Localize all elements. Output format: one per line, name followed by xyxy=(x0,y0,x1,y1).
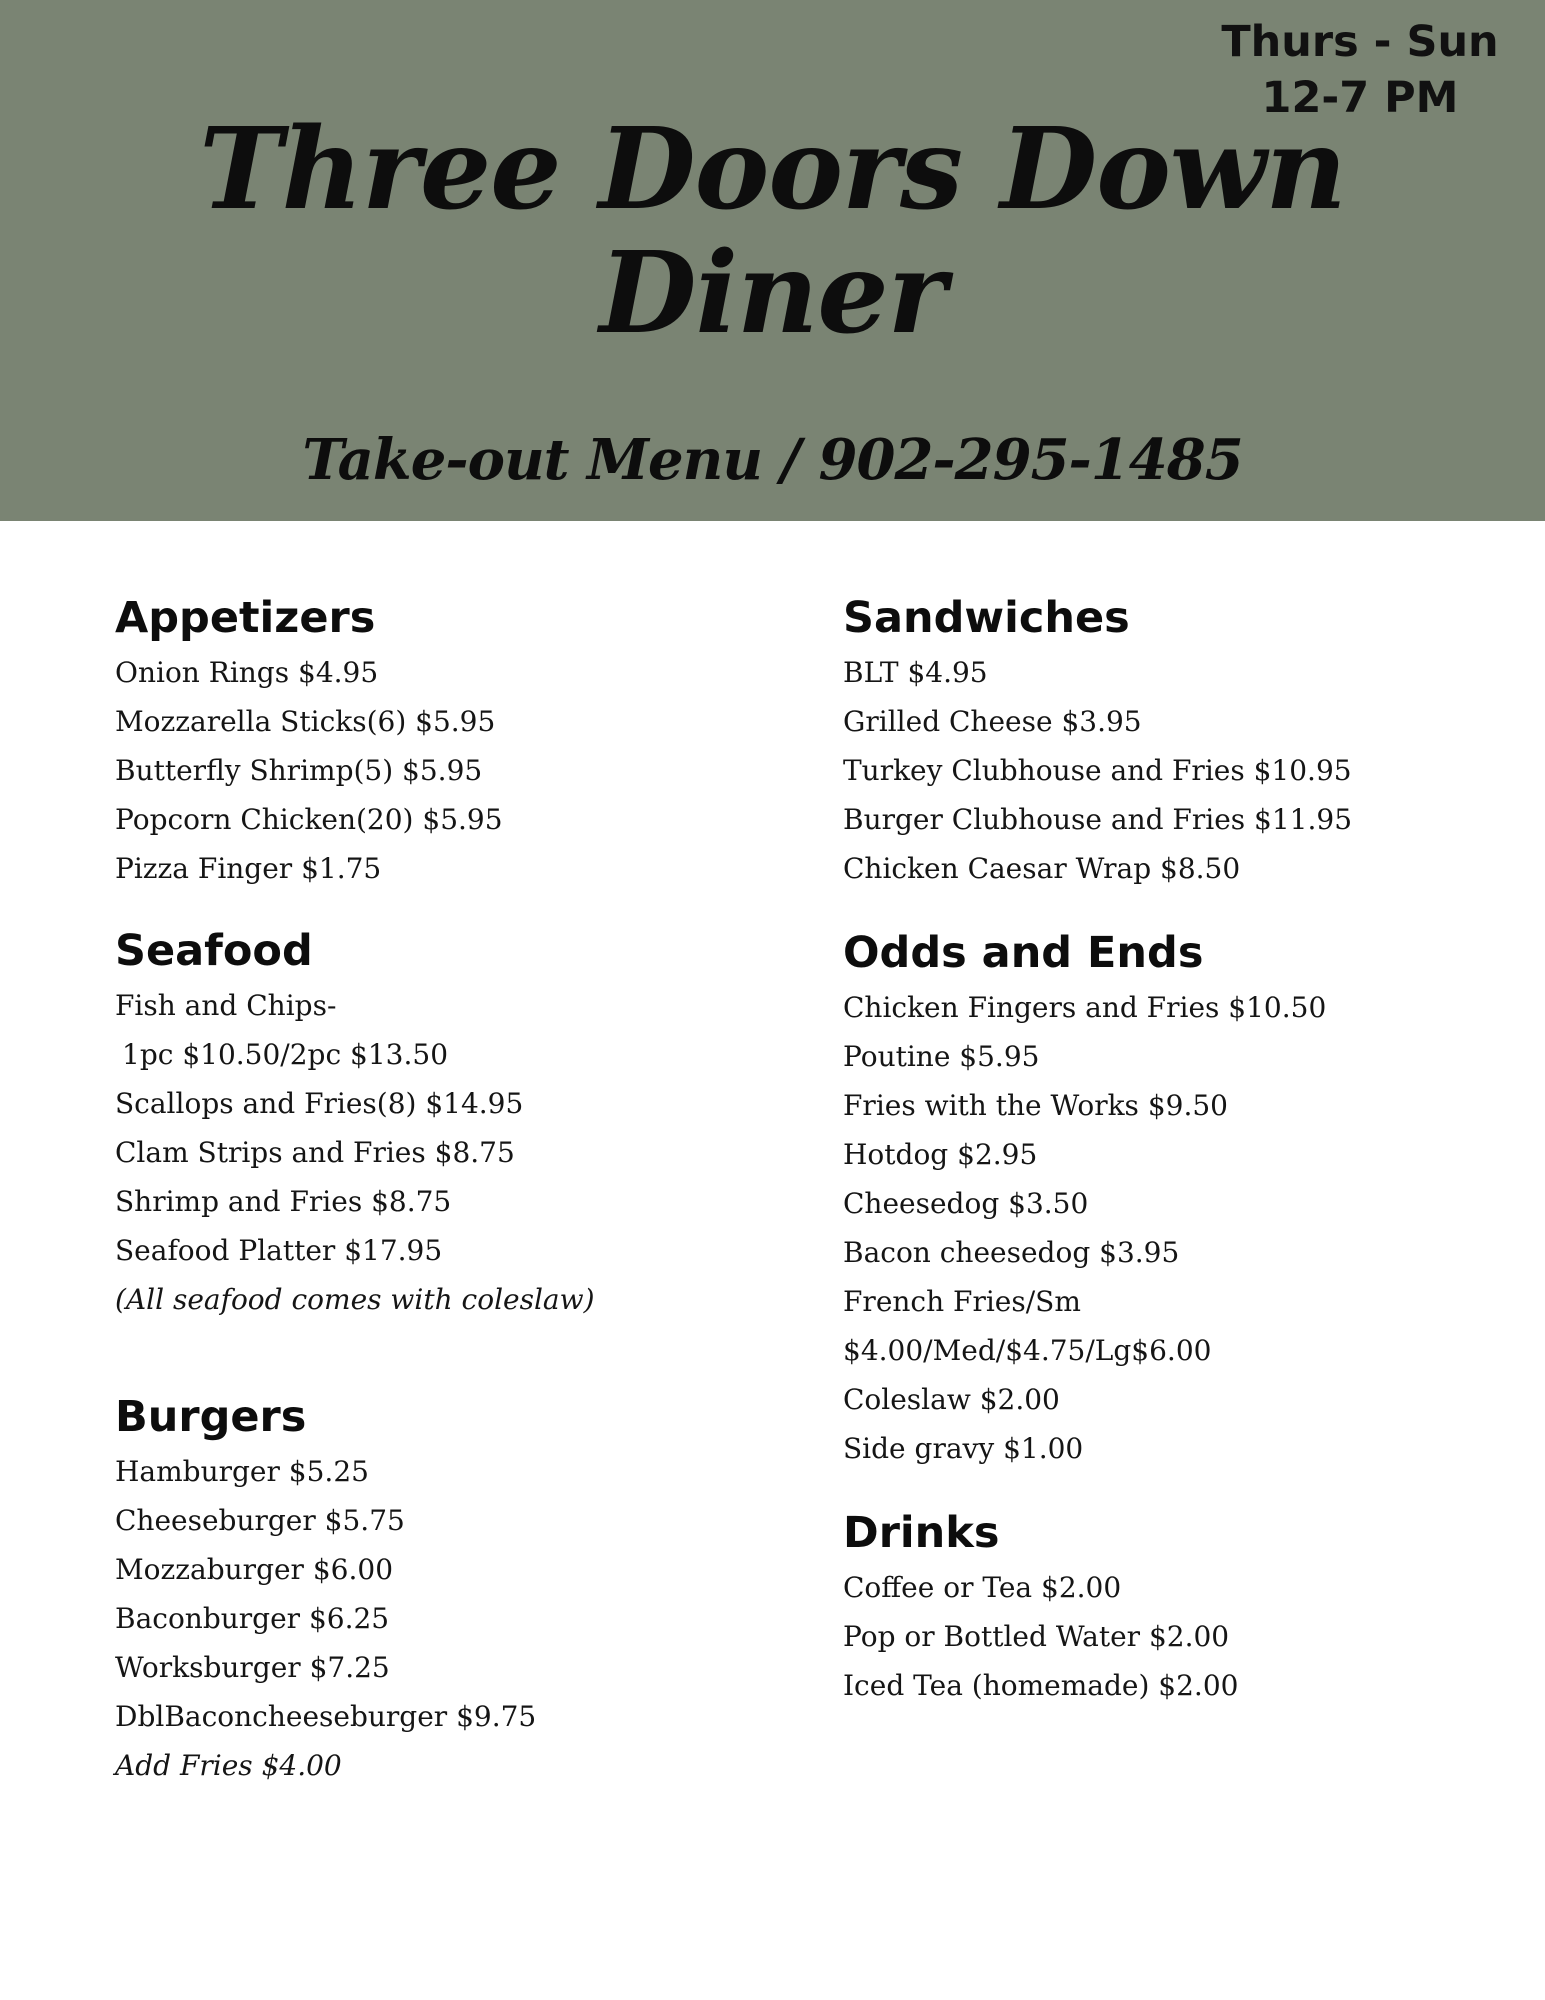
menu-item: Chicken Fingers and Fries $10.50 xyxy=(843,991,1327,1024)
menu-item: Burger Clubhouse and Fries $11.95 xyxy=(843,803,1353,836)
menu-item: Pizza Finger $1.75 xyxy=(115,852,382,885)
section-note: Add Fries $4.00 xyxy=(115,1749,342,1782)
section-heading: Odds and Ends xyxy=(843,928,1204,978)
menu-item: Iced Tea (homemade) $2.00 xyxy=(843,1669,1239,1702)
menu-item: Scallops and Fries(8) $14.95 xyxy=(115,1087,524,1120)
menu-item: Cheeseburger $5.75 xyxy=(115,1504,405,1537)
section-heading: Appetizers xyxy=(115,593,376,643)
menu-item: Fries with the Works $9.50 xyxy=(843,1089,1228,1122)
menu-item: Hamburger $5.25 xyxy=(115,1455,369,1488)
menu-item: Onion Rings $4.95 xyxy=(115,656,379,689)
section-heading: Drinks xyxy=(843,1508,1000,1558)
menu-item: DblBaconcheeseburger $9.75 xyxy=(115,1700,537,1733)
section-heading: Burgers xyxy=(115,1392,307,1442)
menu-item: Turkey Clubhouse and Fries $10.95 xyxy=(843,754,1352,787)
menu-item: Clam Strips and Fries $8.75 xyxy=(115,1136,515,1169)
menu-item: Side gravy $1.00 xyxy=(843,1432,1084,1465)
menu-subtitle-phone: Take-out Menu / 902-295-1485 xyxy=(302,427,1243,493)
menu-item: Mozzarella Sticks(6) $5.95 xyxy=(115,705,496,738)
menu-item: Baconburger $6.25 xyxy=(115,1602,390,1635)
menu-header-banner xyxy=(0,0,1545,521)
section-odds-and-ends xyxy=(843,925,1503,1473)
section-drinks xyxy=(843,1505,1503,1710)
menu-item: Mozzaburger $6.00 xyxy=(115,1553,394,1586)
menu-item: Coffee or Tea $2.00 xyxy=(843,1571,1122,1604)
menu-item: Grilled Cheese $3.95 xyxy=(843,705,1142,738)
menu-item: Popcorn Chicken(20) $5.95 xyxy=(115,803,503,836)
menu-item: Seafood Platter $17.95 xyxy=(115,1234,443,1267)
menu-item: Cheesedog $3.50 xyxy=(843,1187,1089,1220)
restaurant-name xyxy=(0,104,1545,359)
menu-item: Chicken Caesar Wrap $8.50 xyxy=(843,852,1241,885)
menu-column-left xyxy=(115,590,755,1790)
menu-item: BLT $4.95 xyxy=(843,656,988,689)
section-heading: Sandwiches xyxy=(843,593,1130,643)
section-seafood xyxy=(115,923,755,1324)
restaurant-name-line-2: Diner xyxy=(599,228,946,359)
section-burgers xyxy=(115,1389,755,1790)
menu-item: Pop or Bottled Water $2.00 xyxy=(843,1620,1230,1653)
menu-item: Worksburger $7.25 xyxy=(115,1651,390,1684)
menu-item: Coleslaw $2.00 xyxy=(843,1383,1060,1416)
menu-item: Butterfly Shrimp(5) $5.95 xyxy=(115,754,483,787)
menu-item: Bacon cheesedog $3.95 xyxy=(843,1236,1180,1269)
menu-item: Fish and Chips- xyxy=(115,989,337,1022)
section-appetizers xyxy=(115,590,755,893)
menu-item: Shrimp and Fries $8.75 xyxy=(115,1185,452,1218)
restaurant-name-line-1: Three Doors Down xyxy=(199,104,1346,235)
section-note: (All seafood comes with coleslaw) xyxy=(115,1283,595,1316)
menu-item: Hotdog $2.95 xyxy=(843,1138,1038,1171)
section-heading: Seafood xyxy=(115,926,313,976)
section-sandwiches xyxy=(843,590,1503,893)
menu-item: French Fries/Sm xyxy=(843,1285,1081,1318)
opening-days: Thurs - Sun xyxy=(1221,17,1499,67)
menu-item: 1pc $10.50/2pc $13.50 xyxy=(122,1038,449,1071)
menu-column-right xyxy=(843,590,1503,1710)
opening-time: 12-7 PM xyxy=(1261,73,1459,123)
menu-item: Poutine $5.95 xyxy=(843,1040,1040,1073)
menu-item: $4.00/Med/$4.75/Lg$6.00 xyxy=(843,1334,1212,1367)
